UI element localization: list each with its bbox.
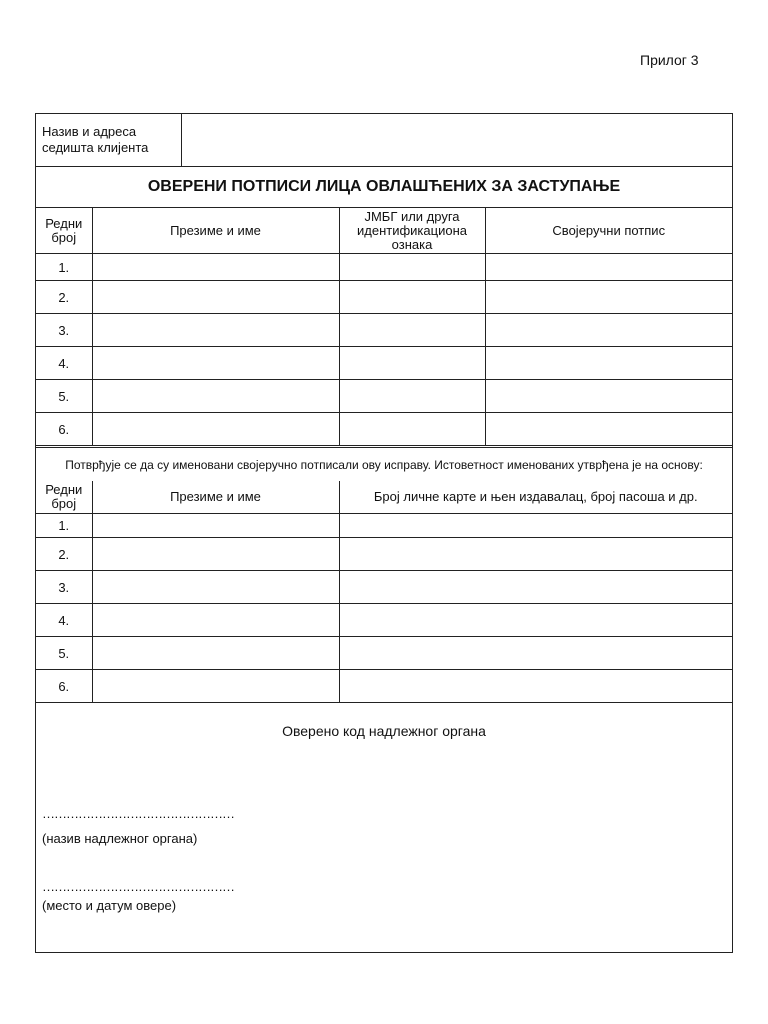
identity-header-row [36, 481, 732, 514]
client-label-line1: Назив и адреса [42, 124, 137, 139]
row-number: 1. [36, 514, 92, 538]
signatures-header-row [36, 208, 732, 254]
name-cell[interactable] [92, 281, 339, 314]
document-cell[interactable] [339, 670, 732, 703]
place-date-label: (место и датум овере) [42, 898, 177, 913]
name-cell[interactable] [92, 604, 339, 637]
certification-title: Оверено код надлежног органа [282, 723, 486, 739]
name-cell[interactable] [92, 314, 339, 347]
table-row [36, 604, 732, 637]
authority-label: (назив надлежног органа) [42, 831, 198, 846]
row-number: 2. [36, 538, 92, 571]
table-row [36, 380, 732, 413]
client-value-field[interactable] [183, 114, 732, 166]
table-row [36, 637, 732, 670]
table-row [36, 254, 732, 281]
id-cell[interactable] [339, 254, 485, 281]
row-number: 6. [36, 413, 92, 446]
row-number: 6. [36, 670, 92, 703]
id-cell[interactable] [339, 314, 485, 347]
identity-table [36, 481, 732, 703]
client-block [36, 114, 732, 167]
client-label-line2: седишта клијента [42, 140, 149, 155]
form-title: ОВЕРЕНИ ПОТПИСИ ЛИЦА ОВЛАШЋЕНИХ ЗА ЗАСТУПАЊЕ [36, 166, 732, 208]
row-number: 3. [36, 571, 92, 604]
name-cell[interactable] [92, 637, 339, 670]
col-header-name: Презиме и име [92, 481, 339, 514]
document-cell[interactable] [339, 571, 732, 604]
signature-cell[interactable] [485, 413, 732, 446]
name-cell[interactable] [92, 538, 339, 571]
row-number: 4. [36, 347, 92, 380]
form-frame [35, 113, 733, 953]
name-cell[interactable] [92, 514, 339, 538]
signatures-table [36, 208, 732, 446]
col-header-document: Број личне карте и њен издавалац, број пасоша и др. [339, 481, 732, 514]
col-header-id: ЈМБГ или друга идентификациона ознака [339, 208, 485, 254]
table-row [36, 571, 732, 604]
signature-cell[interactable] [485, 347, 732, 380]
col-header-signature: Својеручни потпис [485, 208, 732, 254]
name-cell[interactable] [92, 380, 339, 413]
name-cell[interactable] [92, 347, 339, 380]
table-row [36, 538, 732, 571]
name-cell[interactable] [92, 413, 339, 446]
row-number: 4. [36, 604, 92, 637]
document-cell[interactable] [339, 514, 732, 538]
signature-cell[interactable] [485, 314, 732, 347]
table-row [36, 413, 732, 446]
col-header-no: Редни број [36, 208, 92, 254]
document-cell[interactable] [339, 637, 732, 670]
name-cell[interactable] [92, 254, 339, 281]
authority-dotted-line[interactable]: ………………………………………… [42, 806, 234, 821]
client-label [36, 114, 182, 166]
table-row [36, 281, 732, 314]
place-date-dotted-line[interactable]: ………………………………………… [42, 879, 234, 894]
signature-cell[interactable] [485, 380, 732, 413]
annex-label: Прилог 3 [640, 52, 699, 68]
confirmation-text: Потврђује се да су именовани својеручно потписали ову исправу. Истоветност именованих утврђена је на основу: [36, 447, 732, 481]
name-cell[interactable] [92, 670, 339, 703]
document-cell[interactable] [339, 538, 732, 571]
table-row [36, 314, 732, 347]
name-cell[interactable] [92, 571, 339, 604]
signature-cell[interactable] [485, 254, 732, 281]
row-number: 5. [36, 380, 92, 413]
certification-block [36, 709, 732, 953]
id-cell[interactable] [339, 380, 485, 413]
table-row [36, 347, 732, 380]
col-header-no: Редни број [36, 481, 92, 514]
row-number: 2. [36, 281, 92, 314]
id-cell[interactable] [339, 347, 485, 380]
signature-cell[interactable] [485, 281, 732, 314]
document-cell[interactable] [339, 604, 732, 637]
id-cell[interactable] [339, 413, 485, 446]
table-row [36, 670, 732, 703]
col-header-name: Презиме и име [92, 208, 339, 254]
id-cell[interactable] [339, 281, 485, 314]
table-row [36, 514, 732, 538]
row-number: 1. [36, 254, 92, 281]
row-number: 5. [36, 637, 92, 670]
row-number: 3. [36, 314, 92, 347]
